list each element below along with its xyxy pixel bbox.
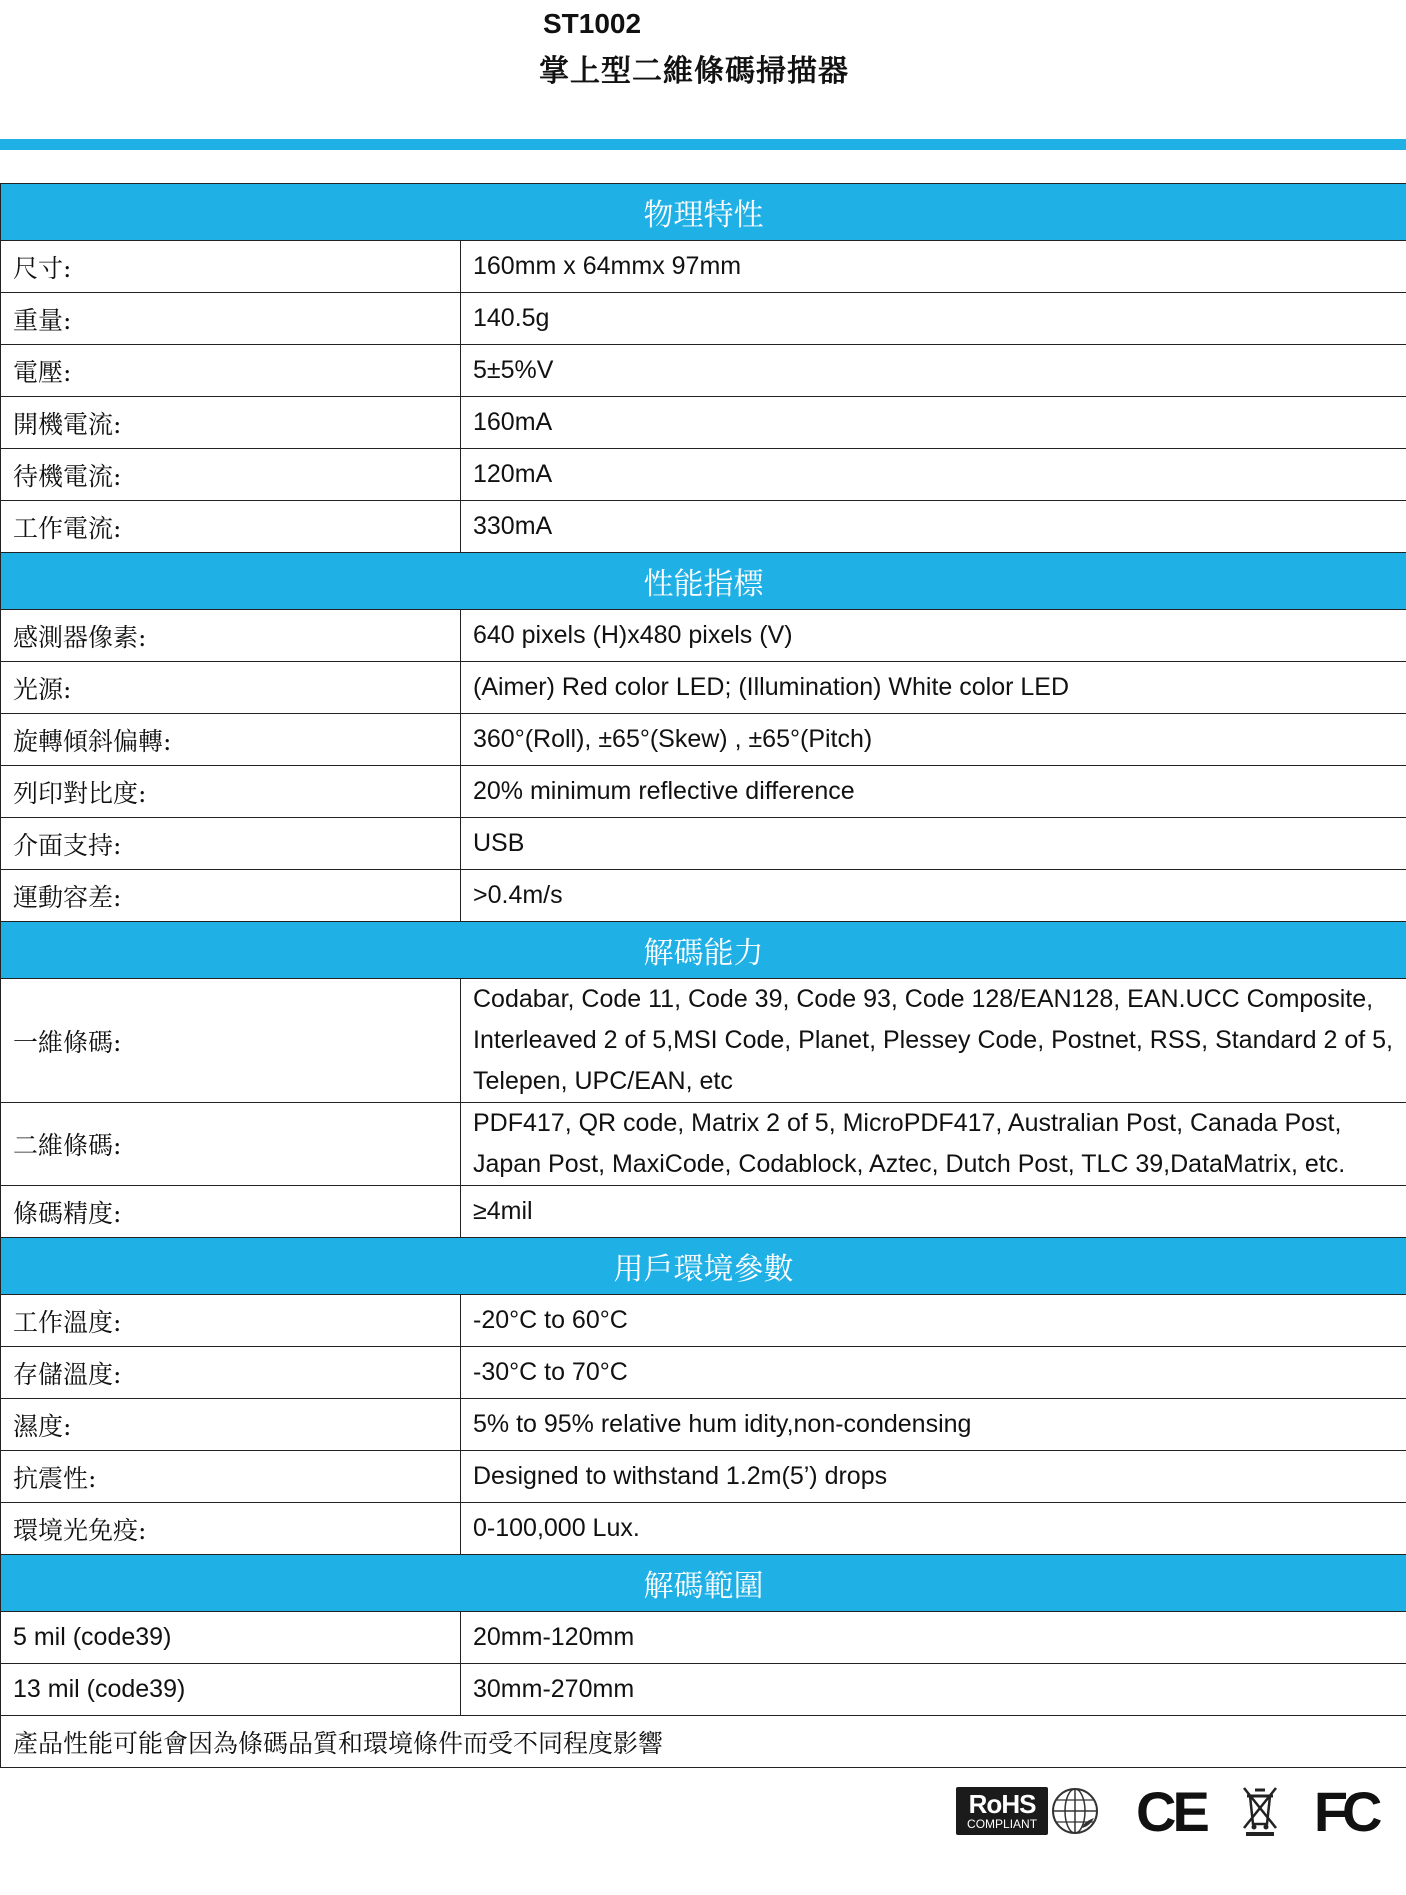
spec-label: 介面支持: [1, 818, 461, 870]
product-title: 掌上型二維條碼掃描器 [539, 54, 849, 89]
spec-value: 360°(Roll), ±65°(Skew) , ±65°(Pitch) [461, 714, 1406, 766]
table-row [1, 1612, 1406, 1664]
spec-value: 160mA [461, 397, 1406, 449]
table-row [1, 501, 1406, 553]
table-row [1, 1399, 1406, 1451]
table-row [1, 610, 1406, 662]
spec-value: 20% minimum reflective difference [461, 766, 1406, 818]
spec-label: 感測器像素: [1, 610, 461, 662]
table-row [1, 449, 1406, 501]
disclaimer-row [1, 1716, 1406, 1768]
spec-label: 抗震性: [1, 1451, 461, 1503]
spec-label: 5 mil (code39) [1, 1612, 461, 1664]
spec-label: 工作溫度: [1, 1295, 461, 1347]
spec-value: 640 pixels (H)x480 pixels (V) [461, 610, 1406, 662]
section-title: 物理特性 [1, 184, 1406, 241]
header-accent-bar [0, 139, 1406, 150]
table-row [1, 293, 1406, 345]
table-row [1, 662, 1406, 714]
certification-row [1, 1768, 1406, 1851]
spec-value: 160mm x 64mmx 97mm [461, 241, 1406, 293]
table-row [1, 397, 1406, 449]
spec-label: 工作電流: [1, 501, 461, 553]
table-row [1, 1295, 1406, 1347]
spec-table [0, 183, 1406, 1850]
spec-label: 待機電流: [1, 449, 461, 501]
spec-value: >0.4m/s [461, 870, 1406, 922]
table-row [1, 818, 1406, 870]
spec-label: 電壓: [1, 345, 461, 397]
rohs-main-text: RoHS [968, 1789, 1036, 1819]
spec-value: -30°C to 70°C [461, 1347, 1406, 1399]
spec-value: 5±5%V [461, 345, 1406, 397]
certification-logos [956, 1779, 1377, 1843]
section-title: 用戶環境參數 [1, 1238, 1406, 1295]
rohs-logo [956, 1784, 1102, 1838]
table-row [1, 345, 1406, 397]
spec-value: Codabar, Code 11, Code 39, Code 93, Code 128/EAN128, EAN.UCC Composite, Interleaved 2 of 5,MSI Code, Planet, Plessey Code, Postnet, RSS, Standard 2 of 5, Telepen, UPC/EAN, etc [461, 979, 1406, 1103]
spec-value: 120mA [461, 449, 1406, 501]
spec-label: 濕度: [1, 1399, 461, 1451]
section-header-environment [1, 1238, 1406, 1295]
disclaimer-text: 產品性能可能會因為條碼品質和環境條件而受不同程度影響 [1, 1716, 1406, 1768]
spec-label: 旋轉傾斜偏轉: [1, 714, 461, 766]
section-header-decoding [1, 922, 1406, 979]
table-row [1, 766, 1406, 818]
section-header-physical [1, 184, 1406, 241]
weee-bin-icon [1240, 1784, 1280, 1838]
spec-value: 140.5g [461, 293, 1406, 345]
spec-label: 光源: [1, 662, 461, 714]
spec-value: Designed to withstand 1.2m(5’) drops [461, 1451, 1406, 1503]
table-row [1, 1503, 1406, 1555]
section-title: 解碼能力 [1, 922, 1406, 979]
ce-mark: CE [1136, 1779, 1206, 1843]
table-row [1, 1451, 1406, 1503]
model-number: ST1002 [543, 8, 642, 39]
section-title: 性能指標 [1, 553, 1406, 610]
section-header-performance [1, 553, 1406, 610]
globe-icon [1048, 1784, 1102, 1838]
table-row [1, 1103, 1406, 1186]
spec-value: ≥4mil [461, 1186, 1406, 1238]
table-row [1, 241, 1406, 293]
spec-value: 0-100,000 Lux. [461, 1503, 1406, 1555]
spec-label: 條碼精度: [1, 1186, 461, 1238]
certification-cell [1, 1768, 1406, 1851]
table-row [1, 1664, 1406, 1716]
spec-label: 運動容差: [1, 870, 461, 922]
spec-value: PDF417, QR code, Matrix 2 of 5, MicroPDF417, Australian Post, Canada Post, Japan Post, MaxiCode, Codablock, Aztec, Dutch Post, TLC 39,DataMatrix, etc. [461, 1103, 1406, 1186]
spec-value: 20mm-120mm [461, 1612, 1406, 1664]
document-header [0, 0, 1406, 150]
spec-value: 330mA [461, 501, 1406, 553]
spec-value: USB [461, 818, 1406, 870]
spec-label: 開機電流: [1, 397, 461, 449]
rohs-badge [956, 1787, 1048, 1835]
spec-label: 尺寸: [1, 241, 461, 293]
section-title: 解碼範圍 [1, 1555, 1406, 1612]
fcc-mark: FC [1313, 1779, 1377, 1843]
rohs-sub-text: COMPLIANT [967, 1817, 1038, 1831]
spec-label: 列印對比度: [1, 766, 461, 818]
section-header-range [1, 1555, 1406, 1612]
spec-value: (Aimer) Red color LED; (Illumination) White color LED [461, 662, 1406, 714]
table-row [1, 714, 1406, 766]
spec-label: 一維條碼: [1, 979, 461, 1103]
spec-label: 環境光免疫: [1, 1503, 461, 1555]
spec-label: 存儲溫度: [1, 1347, 461, 1399]
spec-label: 13 mil (code39) [1, 1664, 461, 1716]
table-row [1, 979, 1406, 1103]
spec-value: 30mm-270mm [461, 1664, 1406, 1716]
spec-label: 二維條碼: [1, 1103, 461, 1186]
table-row [1, 1186, 1406, 1238]
spec-value: 5% to 95% relative hum idity,non-condensing [461, 1399, 1406, 1451]
spec-value: -20°C to 60°C [461, 1295, 1406, 1347]
table-row [1, 870, 1406, 922]
table-row [1, 1347, 1406, 1399]
spec-label: 重量: [1, 293, 461, 345]
